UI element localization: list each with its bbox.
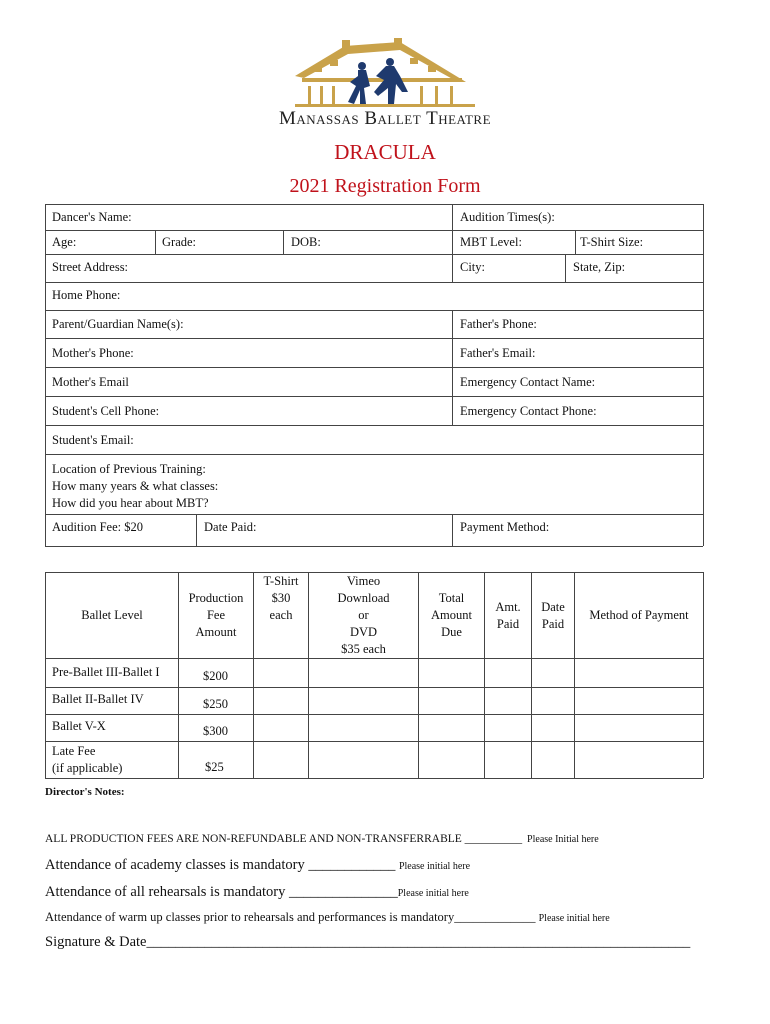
tshirt-size-label: T-Shirt Size: — [580, 235, 644, 249]
date-paid-label: Date Paid: — [204, 520, 257, 534]
header-method-of-payment: Method of Payment — [589, 608, 689, 622]
parent-names-label: Parent/Guardian Name(s): — [52, 317, 184, 331]
header-date-paid: Date Paid — [541, 600, 565, 631]
home-phone-label: Home Phone: — [52, 288, 121, 302]
fathers-email-label: Father's Email: — [460, 346, 536, 360]
theatre-building-dancers-logo — [290, 36, 480, 108]
emergency-phone-label: Emergency Contact Phone: — [460, 404, 597, 418]
dancer-name-label: Dancer's Name: — [52, 210, 132, 224]
student-email-label: Student's Email: — [52, 433, 134, 447]
row-level-4: Late Fee (if applicable) — [52, 744, 123, 775]
rehearsal-attendance-policy: Attendance of all rehearsals is mandatory _______________Please initial here — [45, 884, 469, 900]
age-label: Age: — [52, 235, 77, 249]
header-total-due: Total Amount Due — [431, 591, 472, 639]
row-fee-2: $250 — [203, 697, 228, 711]
city-label: City: — [460, 260, 486, 274]
row-fee-1: $200 — [203, 669, 228, 683]
mothers-email-label: Mother's Email — [52, 375, 129, 389]
grade-label: Grade: — [162, 235, 197, 249]
emergency-name-label: Emergency Contact Name: — [460, 375, 596, 389]
organization-name: Manassas Ballet Theatre — [278, 108, 492, 129]
warmup-attendance-policy: Attendance of warm up classes prior to rehearsals and performances is mandatory_____________ Please initial here — [45, 910, 610, 924]
row-fee-3: $300 — [203, 724, 228, 738]
state-zip-label: State, Zip: — [573, 260, 626, 274]
street-address-label: Street Address: — [52, 260, 129, 274]
audition-fee-label: Audition Fee: $20 — [52, 520, 143, 534]
hear-about-label: How did you hear about MBT? — [52, 496, 209, 510]
row-fee-4: $25 — [205, 760, 224, 774]
header-amt-paid: Amt. Paid — [495, 600, 521, 631]
row-level-2: Ballet II-Ballet IV — [52, 692, 144, 706]
signature-date-line[interactable]: Signature & Date___________________________________________________________________________ — [45, 934, 691, 950]
row-level-3: Ballet V-X — [52, 719, 106, 733]
form-title: 2021 Registration Form — [289, 175, 481, 197]
audition-times-label: Audition Times(s): — [460, 210, 555, 224]
dob-label: DOB: — [291, 235, 321, 249]
fathers-phone-label: Father's Phone: — [460, 317, 537, 331]
header-production-fee: Production Fee Amount — [188, 591, 244, 639]
years-classes-label: How many years & what classes: — [52, 479, 219, 493]
mbt-level-label: MBT Level: — [460, 235, 522, 249]
header-tshirt: T-Shirt $30 each — [263, 574, 299, 622]
header-vimeo-dvd: Vimeo Download or DVD $35 each — [337, 574, 390, 656]
nonrefundable-policy: ALL PRODUCTION FEES ARE NON-REFUNDABLE AND NON-TRANSFERRABLE __________ Please Initial here — [45, 833, 599, 845]
previous-training-label: Location of Previous Training: — [52, 462, 206, 476]
header-ballet-level: Ballet Level — [81, 608, 143, 622]
payment-method-label: Payment Method: — [460, 520, 550, 534]
student-cell-label: Student's Cell Phone: — [52, 404, 160, 418]
show-title: DRACULA — [334, 140, 436, 164]
row-level-1: Pre-Ballet III-Ballet I — [52, 665, 160, 679]
academy-attendance-policy: Attendance of academy classes is mandatory ____________ Please initial here — [45, 857, 471, 873]
directors-notes: Director's Notes: — [45, 786, 125, 798]
mothers-phone-label: Mother's Phone: — [52, 346, 134, 360]
